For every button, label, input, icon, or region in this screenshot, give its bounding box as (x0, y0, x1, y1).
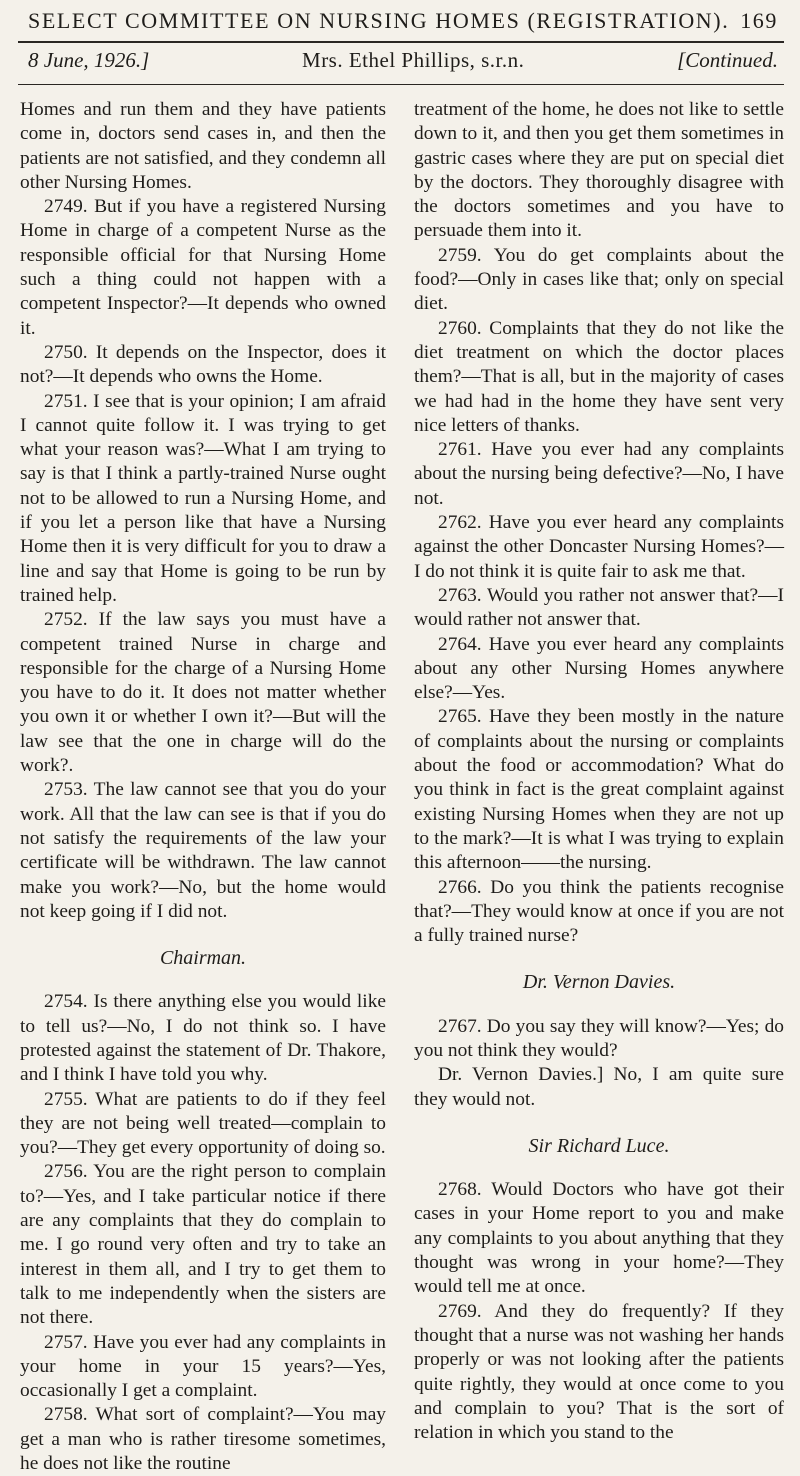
testimony-paragraph: 2767. Do you say they will know?—Yes; do you not think they would? (414, 1015, 784, 1061)
testimony-paragraph: treatment of the home, he does not like to settle down to it, and then you get them sometimes in gastric cases where they are put on special diet by the doctors. They thoroughly disagree with the doctors sometimes and you have to persuade them into it. (414, 99, 784, 242)
testimony-paragraph: 2749. But if you have a registered Nursing Home in charge of a competent Nurse as the responsible official for that Nursing Home such a thing could not happen with a competent Inspector?—It depends who owned it. (20, 196, 386, 339)
testimony-paragraph: 2763. Would you rather not answer that?—I would rather not answer that. (414, 584, 784, 631)
testimony-paragraph: 2759. You do get complaints about the food?—Only in cases like that; only on special diet. (414, 244, 784, 315)
page-number: 169 (740, 8, 778, 33)
testimony-paragraph: 2765. Have they been mostly in the nature of complaints about the nursing or complaints about the food or accommodation? What do you think in fact is the great complaint against existing Nursing Homes when they are not up to the mark?—It is what I was trying to explain this afternoon——the nursing. (414, 706, 784, 874)
left-column (20, 98, 386, 1476)
witness-name: Mrs. Ethel Phillips, s.r.n. (302, 48, 525, 72)
speaker-heading: Sir Richard Luce. (528, 1134, 670, 1157)
testimony-paragraph: 2761. Have you ever had any complaints about the nursing being defective?—No, I have not. (414, 439, 784, 509)
testimony-paragraph: 2754. Is there anything else you would like to tell us?—No, I do not think so. I have protested against the statement of Dr. Thakore, and I think I have told you why. (20, 991, 386, 1086)
subhead-rule (18, 84, 784, 85)
testimony-paragraph: 2768. Would Doctors who have got their cases in your Home report to you and make any complaints to you about anything that they thought was wrong in your home?—They would tell me at once. (414, 1179, 784, 1298)
speaker-heading: Dr. Vernon Davies. (522, 971, 676, 994)
speaker-heading: Chairman. (159, 947, 247, 970)
testimony-paragraph: 2750. It depends on the Inspector, does it not?—It depends who owns the Home. (20, 341, 386, 388)
continued-marker: [Continued. (677, 48, 778, 72)
testimony-paragraph: 2760. Complaints that they do not like the diet treatment on which the doctor places them?—That is all, but in the majority of cases we had had in the home they have sent very nice letters of thanks. (414, 317, 784, 436)
header-rule (18, 41, 784, 43)
testimony-paragraph: 2769. And they do frequently? If they thought that a nurse was not washing her hands properly or was not looking after the patients quite rightly, they would at once come to you and complain to you? That is the sort of relation in which you stand to the (414, 1300, 784, 1444)
testimony-paragraph: 2753. The law cannot see that you do your work. All that the law can see is that if you do not satisfy the requirements of the law your certificate will be withdrawn. The law cannot make you work?—No, but the home would not keep going if I did not. (20, 779, 386, 922)
testimony-paragraph: 2758. What sort of complaint?—You may get a man who is rather tiresome sometimes, he does not like the routine (20, 1404, 386, 1475)
running-title: SELECT COMMITTEE ON NURSING HOMES (REGISTRATION). (28, 8, 730, 33)
testimony-paragraph: 2755. What are patients to do if they feel they are not being well treated—complain to you?—They get every opportunity of doing so. (20, 1088, 386, 1159)
testimony-paragraph: Dr. Vernon Davies.] No, I am quite sure they would not. (414, 1064, 784, 1110)
testimony-paragraph: Homes and run them and they have patients come in, doctors send cases in, and then the patients are not satisfied, and they condemn all other Nursing Homes. (20, 99, 386, 193)
testimony-paragraph: 2757. Have you ever had any complaints in your home in your 15 years?—Yes, occasionally I get a complaint. (20, 1331, 386, 1402)
right-column (414, 98, 784, 1445)
testimony-paragraph: 2766. Do you think the patients recognise that?—They would know at once if you are not a fully trained nurse? (414, 876, 784, 947)
testimony-paragraph: 2751. I see that is your opinion; I am afraid I cannot quite follow it. I was trying to get what your reason was?—What I am trying to say is that I think a partly-trained Nurse ought not to be allowed to run a Nursing Home, and if you let a person like that have a Nursing Home then it is very difficult for you to draw a line and say that Home is going to be run by trained help. (20, 390, 386, 606)
testimony-paragraph: 2752. If the law says you must have a competent trained Nurse in charge and responsible for the charge of a Nursing Home you have to do it. It does not matter whether you own it or whether I own it?—But will the law see that the one in charge will do the work?. (20, 609, 386, 777)
testimony-paragraph: 2756. You are the right person to complain to?—Yes, and I take particular notice if there are any complaints that they do complain to me. I go round very often and try to take an interest in them all, and I try to get them to talk to me independently when the sisters are not there. (20, 1161, 386, 1329)
testimony-paragraph: 2764. Have you ever heard any complaints about any other Nursing Homes anywhere else?—Yes. (414, 633, 784, 704)
hearing-date: 8 June, 1926.] (28, 48, 150, 72)
testimony-paragraph: 2762. Have you ever heard any complaints against the other Doncaster Nursing Homes?—I do not think it is quite fair to ask me that. (414, 512, 784, 582)
subhead (28, 48, 778, 73)
running-head (28, 8, 778, 34)
